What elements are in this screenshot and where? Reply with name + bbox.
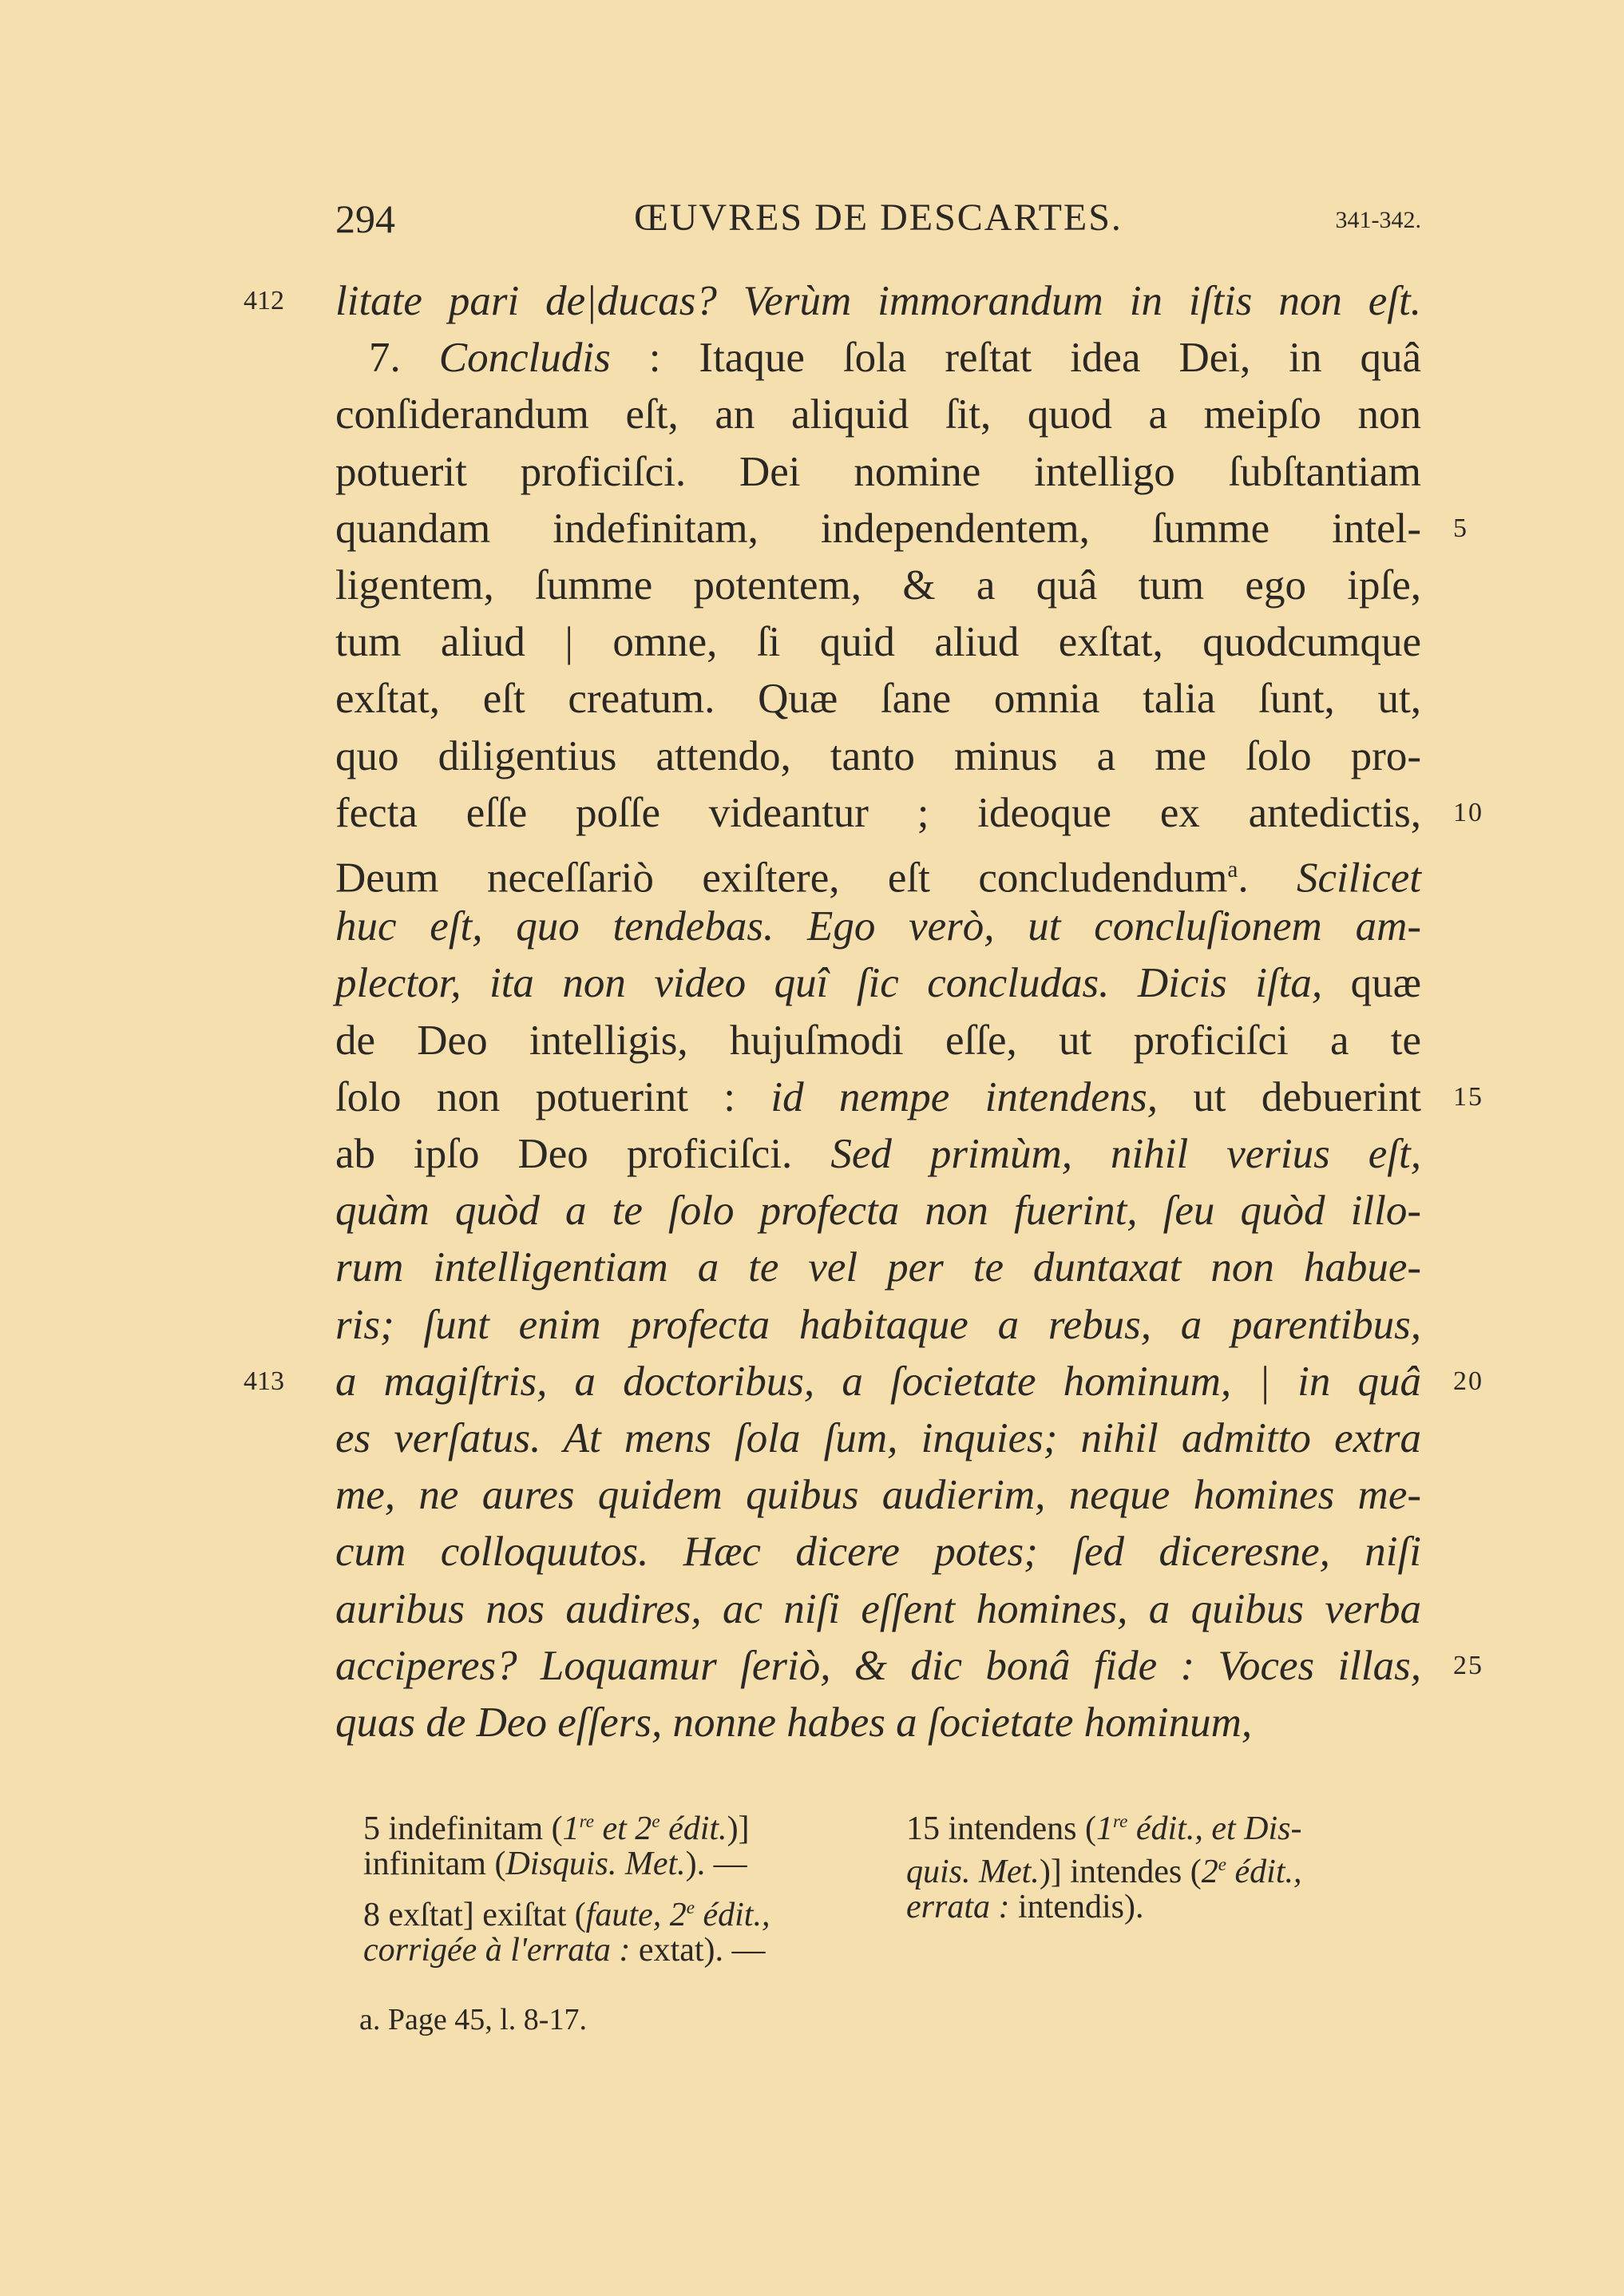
text-line (335, 273, 1421, 329)
line-number: 25 (1453, 1650, 1483, 1680)
italic-run: es verſatus. At mens ſola ſum, inquies; nihil admitto extra (335, 1415, 1421, 1461)
text-run: infinitam ( (363, 1846, 506, 1882)
text-line (335, 1069, 1421, 1125)
note-line (363, 1842, 747, 1886)
text-line (335, 1581, 1421, 1637)
superscript: e (1218, 1854, 1227, 1874)
text-run: Deum neceſſariò exiſtere, eſt concludendum (335, 855, 1228, 902)
text-run: 15 intendens ( (906, 1810, 1096, 1847)
text-run: quæ (1322, 960, 1421, 1007)
margin-page-ref: 412 (244, 286, 284, 315)
italic-run: Concludis (438, 335, 611, 382)
running-title (335, 196, 1421, 240)
italic-run: Disquis. Met. (505, 1846, 686, 1882)
text-line (335, 785, 1421, 841)
text-run: ). — (685, 1846, 747, 1882)
text-run: ut debuerint (1157, 1073, 1422, 1120)
margin-page-ref: 413 (244, 1366, 284, 1396)
text-line (335, 1013, 1421, 1069)
text-line (335, 728, 1421, 784)
text-line (335, 557, 1421, 613)
text-run: )] (727, 1810, 750, 1847)
note-line (363, 1799, 750, 1847)
text-run: . (1238, 855, 1297, 902)
italic-run: édit., (694, 1897, 770, 1933)
italic-run: édit., et Dis- (1127, 1810, 1302, 1847)
text-run: 8 exſtat] exiſtat ( (363, 1897, 586, 1933)
text-line (335, 330, 1421, 386)
text-line (335, 387, 1421, 442)
text-line (335, 842, 1421, 902)
superscript: re (1112, 1810, 1128, 1831)
line-number: 5 (1453, 513, 1468, 543)
page-number: 294 (335, 196, 395, 241)
italic-run: quàm quòd a te ſolo profecta non fuerint, ſeu quòd illo- (335, 1188, 1421, 1235)
text-run: quandam indefinitam, independentem, ſumme intel- (335, 505, 1421, 552)
page-range: 341-342. (1335, 207, 1421, 233)
footnote: a. Page 45, l. 8-17. (359, 2003, 587, 2036)
note-line (906, 1799, 1302, 1847)
italic-run: cum colloquutos. Hæc dicere potes; ſed diceresne, niſi (335, 1529, 1421, 1576)
italic-run: quis. Met. (906, 1854, 1040, 1890)
italic-run: Sed primùm, nihil verius eſt, (830, 1131, 1421, 1177)
note-line (906, 1886, 1143, 1929)
text-line (335, 1354, 1421, 1410)
text-run: de Deo intelligis, hujuſmodi eſſe, ut proficiſci a te (335, 1017, 1421, 1064)
superscript: a (1227, 857, 1238, 882)
running-header (335, 196, 1421, 252)
italic-run: auribus nos audires, ac niſi eſſent homines, a quibus verba (335, 1585, 1421, 1632)
italic-run: Scilicet (1297, 855, 1421, 902)
text-run: intendis). (1009, 1889, 1144, 1925)
text-line (335, 898, 1421, 954)
text-run: 7. (369, 335, 439, 382)
text-run: extat). — (630, 1932, 766, 1969)
text-line (335, 1695, 1421, 1751)
italic-run: a magiſtris, a doctoribus, a ſocietate hominum, | in quâ (335, 1358, 1421, 1405)
italic-run: errata : (906, 1889, 1010, 1925)
note-line (906, 1842, 1302, 1890)
text-run: potuerit proficiſci. Dei nomine intelligo ſubſtantiam (335, 448, 1421, 495)
italic-run: huc eſt, quo tendebas. Ego verò, ut concluſionem am- (335, 903, 1421, 950)
text-run: )] intendes ( (1039, 1854, 1202, 1890)
text-line (335, 955, 1421, 1011)
text-run: exſtat, eſt creatum. Quæ ſane omnia talia ſunt, ut, (335, 676, 1421, 723)
italic-run: me, ne aures quidem quibus audierim, neque homines me- (335, 1472, 1421, 1519)
line-number: 15 (1453, 1081, 1483, 1112)
italic-run: plector, ita non video quî ſic concludas. Dicis iſta, (335, 960, 1323, 1007)
text-line (335, 1239, 1421, 1295)
text-line (335, 444, 1421, 500)
text-run: : Itaque ſola reſtat idea Dei, in quâ (610, 335, 1421, 382)
text-line (335, 1297, 1421, 1353)
text-line (335, 1467, 1421, 1523)
italic-run: et 2 (594, 1810, 652, 1847)
text-line (335, 671, 1421, 727)
text-line (335, 1183, 1421, 1239)
line-number: 20 (1453, 1366, 1483, 1396)
italic-run: corrigée à l'errata : (363, 1932, 631, 1969)
text-line (335, 614, 1421, 670)
text-line (335, 1410, 1421, 1466)
text-line (335, 1638, 1421, 1694)
italic-run: édit. (660, 1810, 727, 1847)
superscript: e (652, 1810, 660, 1831)
text-run: tum aliud | omne, ſi quid aliud exſtat, quodcumque (335, 619, 1421, 666)
superscript: e (686, 1897, 695, 1917)
text-run: ſolo non potuerint : (335, 1073, 771, 1120)
text-line (335, 1126, 1421, 1182)
text-run: ligentem, ſumme potentem, & a quâ tum ego ipſe, (335, 562, 1421, 609)
italic-run: id nempe intendens, (770, 1073, 1158, 1120)
italic-run: édit., (1226, 1854, 1302, 1890)
superscript: re (579, 1810, 594, 1831)
note-line (363, 1886, 770, 1933)
italic-run: acciperes? Loquamur ſeriò, & dic bonâ fide : Voces illas, (335, 1642, 1421, 1689)
text-run: 5 indefinitam ( (363, 1810, 563, 1847)
line-number: 10 (1453, 797, 1483, 827)
text-run: conſiderandum eſt, an aliquid ſit, quod a meipſo non (335, 391, 1421, 438)
italic-run: 1 (562, 1810, 580, 1847)
italic-run: litate pari de|ducas? Verùm immorandum in iſtis non eſt. (335, 278, 1421, 324)
text-run: quo diligentius attendo, tanto minus a me ſolo pro- (335, 732, 1421, 779)
text-line (335, 501, 1421, 557)
italic-run: ris; ſunt enim profecta habitaque a rebus, a parentibus, (335, 1301, 1421, 1348)
note-line (363, 1929, 766, 1972)
running-title-text: ŒUVRES DE DESCARTES. (634, 196, 1123, 239)
italic-run: 1 (1095, 1810, 1113, 1847)
text-run: fecta eſſe poſſe videantur ; ideoque ex antedictis, (335, 789, 1421, 836)
italic-run: quas de Deo eſſers, nonne habes a ſocietate hominum, (335, 1699, 1253, 1746)
italic-run: rum intelligentiam a te vel per te duntaxat non habue- (335, 1244, 1421, 1291)
text-line (335, 1524, 1421, 1580)
text-run: ab ipſo Deo proficiſci. (335, 1131, 831, 1177)
italic-run: faute, 2 (585, 1897, 687, 1933)
italic-run: 2 (1201, 1854, 1218, 1890)
